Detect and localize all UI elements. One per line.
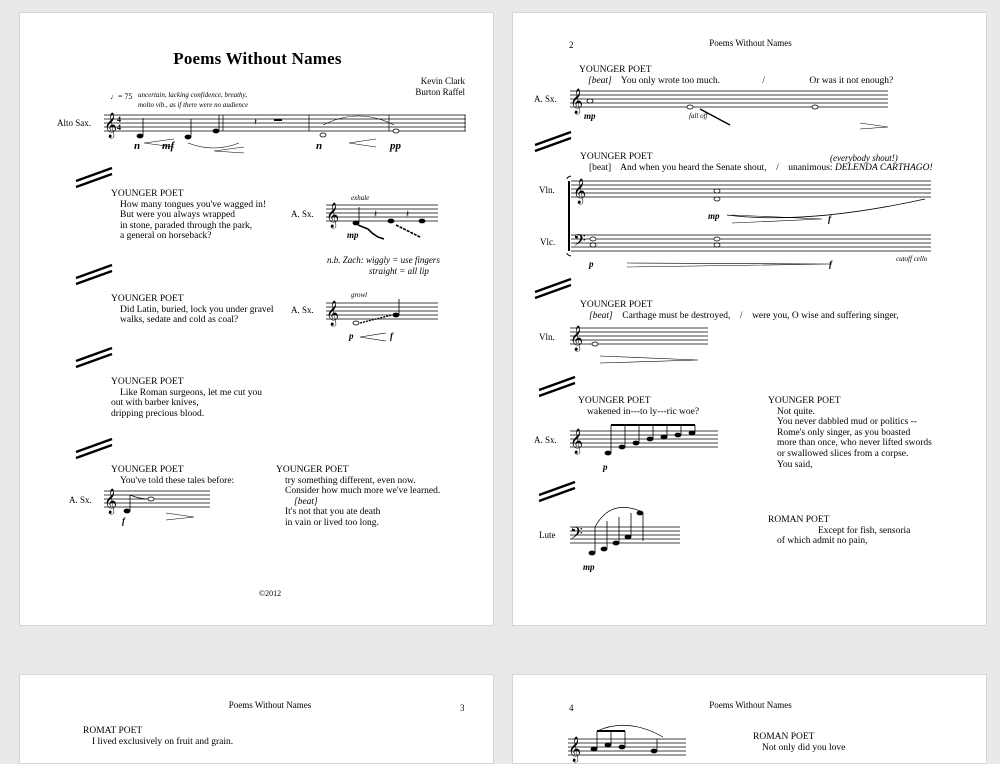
stanza-line: How many tongues you've wagged in! bbox=[120, 199, 267, 210]
instrument-label-a-sx-2: A. Sx. bbox=[291, 305, 314, 315]
tempo-marking bbox=[110, 92, 133, 101]
speaker-label: YOUNGER POET bbox=[768, 396, 841, 406]
svg-text:𝄞: 𝄞 bbox=[326, 301, 340, 326]
stanza-line: more than once, who never lifted swords bbox=[777, 438, 932, 449]
beat-direction: [beat] bbox=[588, 75, 612, 86]
performance-note-1: n.b. Zach: wiggly = use fingers bbox=[327, 255, 440, 265]
running-header: Poems Without Names bbox=[709, 700, 792, 710]
stanza-line bbox=[580, 311, 899, 322]
dynamic-n-2: n bbox=[316, 140, 323, 152]
staff-p2-a-sx bbox=[570, 89, 890, 133]
everybody-shout: (everybody shout!) bbox=[830, 153, 898, 163]
speaker-label: ROMAN POET bbox=[768, 515, 830, 525]
p2-stanza-1 bbox=[579, 65, 893, 86]
staff-p2-vln bbox=[570, 326, 710, 366]
section-divider-1 bbox=[535, 132, 575, 152]
expression-line-2: molto vib., as if there were no audience bbox=[138, 101, 249, 109]
score-page-2 bbox=[512, 12, 987, 626]
dynamic-f-2: f bbox=[122, 516, 125, 526]
dynamic-mp: mp bbox=[347, 230, 359, 240]
stanza-5 bbox=[276, 465, 440, 529]
speaker-label: YOUNGER POET bbox=[578, 396, 651, 406]
lyric-text: wakened in---to ly---ric woe? bbox=[587, 406, 700, 417]
speaker-label: ROMAT POET bbox=[83, 726, 143, 736]
stanza-line: a general on horseback? bbox=[120, 231, 212, 242]
stanza-line: in stone, paraded through the park, bbox=[120, 220, 253, 231]
svg-text:𝄞: 𝄞 bbox=[573, 179, 587, 204]
cutoff-cello: cutoff cello bbox=[896, 255, 928, 263]
phrase-slash: / bbox=[739, 310, 743, 321]
score-page-1 bbox=[19, 12, 494, 626]
dynamic-f-vlc: f bbox=[829, 259, 832, 269]
section-divider-3 bbox=[76, 348, 116, 368]
lyric-text: And when you heard the Senate shout, bbox=[620, 162, 767, 173]
section-divider-2 bbox=[76, 265, 116, 285]
lyric-text: Carthage must be destroyed, bbox=[622, 310, 731, 321]
expression-line-1: uncertain, lacking confidence, breathy, bbox=[138, 91, 247, 99]
dynamic-p-vlc: p bbox=[589, 259, 594, 269]
phrase-slash: / bbox=[776, 162, 779, 173]
lyric-text: Or was it not enough? bbox=[809, 75, 894, 86]
stanza-line: Except for fish, sensoria bbox=[818, 525, 911, 536]
speaker-label: YOUNGER POET bbox=[276, 465, 349, 475]
stanza-line: out with barber knives, bbox=[111, 398, 199, 409]
phrase-slash: / bbox=[762, 75, 765, 86]
stanza-line: walks, sedate and cold as coal? bbox=[120, 315, 239, 326]
tempo-value: = 75 bbox=[118, 92, 133, 101]
svg-text:𝄞: 𝄞 bbox=[570, 429, 584, 454]
dynamic-p-sax: p bbox=[603, 462, 608, 472]
instrument-label-lute: Lute bbox=[539, 530, 556, 540]
stanza-line: Not quite. bbox=[777, 406, 815, 417]
section-divider-3 bbox=[539, 377, 579, 397]
svg-text:𝄽: 𝄽 bbox=[254, 117, 258, 128]
stanza-line: try something different, even now. bbox=[285, 475, 416, 486]
fall-off-marking: fall off bbox=[689, 112, 708, 120]
svg-text:4: 4 bbox=[117, 123, 121, 132]
svg-text:𝄞: 𝄞 bbox=[570, 326, 584, 351]
stanza-line bbox=[579, 76, 893, 87]
page-number: 2 bbox=[569, 40, 574, 50]
page-title: Poems Without Names bbox=[173, 49, 342, 68]
speaker-label: YOUNGER POET bbox=[580, 152, 653, 162]
lyric-text: You only wrote too much. bbox=[620, 75, 720, 86]
staff-p2-strings bbox=[567, 179, 933, 269]
dynamic-f: f bbox=[390, 331, 393, 341]
speaker-label: YOUNGER POET bbox=[579, 65, 652, 75]
speaker-label: YOUNGER POET bbox=[111, 465, 184, 475]
svg-text:𝄞: 𝄞 bbox=[104, 113, 118, 138]
dynamic-mp-lute: mp bbox=[583, 562, 595, 572]
svg-text:𝄢: 𝄢 bbox=[570, 523, 583, 547]
beat-direction: [beat] bbox=[294, 496, 318, 507]
p2-stanza-4 bbox=[578, 396, 699, 417]
stanza-line: Rome's only singer, as you boasted bbox=[777, 427, 911, 438]
section-divider-1 bbox=[76, 168, 116, 188]
dynamic-f-vln: f bbox=[828, 214, 831, 224]
svg-text:𝄞: 𝄞 bbox=[570, 89, 584, 114]
beat-direction: [beat] bbox=[589, 162, 612, 173]
copyright: ©2012 bbox=[259, 589, 282, 598]
p2-stanza-6 bbox=[768, 515, 910, 547]
composer-credit: Kevin Clark bbox=[420, 76, 465, 86]
svg-text:𝄽: 𝄽 bbox=[406, 209, 410, 220]
dynamic-pp: pp bbox=[390, 140, 401, 152]
stanza-line: Consider how much more we've learned. bbox=[285, 486, 441, 497]
stanza-3 bbox=[111, 377, 262, 419]
page-number: 3 bbox=[460, 703, 465, 713]
instrument-label-alto-sax: Alto Sax. bbox=[57, 118, 92, 128]
svg-text:𝄞: 𝄞 bbox=[104, 489, 118, 514]
instrument-label-a-sx: A. Sx. bbox=[534, 94, 557, 104]
stanza-line bbox=[580, 163, 933, 174]
dynamic-mp-vln: mp bbox=[708, 211, 720, 221]
stanza-line: dripping precious blood. bbox=[111, 408, 205, 419]
stanza-2 bbox=[111, 294, 274, 326]
p2-stanza-3 bbox=[580, 300, 899, 321]
staff-alto-sax-1 bbox=[104, 113, 466, 163]
svg-text:𝄽: 𝄽 bbox=[374, 209, 378, 220]
speaker-label: YOUNGER POET bbox=[111, 377, 184, 387]
growl-marking: growl bbox=[351, 291, 368, 299]
instrument-label-vln: Vln. bbox=[539, 185, 555, 195]
running-header: Poems Without Names bbox=[709, 38, 792, 48]
p2-stanza-5 bbox=[768, 396, 932, 470]
dynamic-n-1: n bbox=[134, 140, 141, 152]
stanza-line: It's not that you ate death bbox=[285, 507, 381, 518]
instrument-label-a-sx-1: A. Sx. bbox=[291, 209, 314, 219]
dynamic-mp: mp bbox=[584, 111, 596, 121]
speaker-label: YOUNGER POET bbox=[580, 300, 653, 310]
section-divider-4 bbox=[539, 482, 579, 502]
crescendo-hairpin bbox=[360, 332, 388, 342]
svg-text:𝄞: 𝄞 bbox=[568, 737, 582, 762]
p3-stanza-1 bbox=[83, 726, 233, 747]
lyric-text: unanimous: bbox=[788, 162, 833, 173]
svg-text:𝄢: 𝄢 bbox=[573, 230, 586, 254]
stanza-line: Like Roman surgeons, let me cut you bbox=[120, 387, 263, 398]
stanza-1 bbox=[111, 189, 266, 242]
stanza-line: Did Latin, buried, lock you under gravel bbox=[120, 304, 274, 315]
speaker-label: YOUNGER POET bbox=[111, 189, 184, 199]
svg-text:𝄞: 𝄞 bbox=[326, 203, 340, 228]
beat-direction: [beat] bbox=[589, 310, 613, 321]
running-header: Poems Without Names bbox=[228, 700, 312, 710]
stanza-line: You said, bbox=[777, 459, 813, 470]
dynamic-mf: mf bbox=[162, 140, 175, 152]
svg-text:4: 4 bbox=[117, 115, 121, 124]
stanza-line: or swallowed slices from a corpse. bbox=[777, 448, 909, 459]
instrument-label-a-sx-2: A. Sx. bbox=[534, 435, 557, 445]
performance-note-2: straight = all lip bbox=[369, 266, 429, 276]
lyric-text: were you, O wise and suffering singer, bbox=[752, 310, 899, 321]
staff-a-sx-exhale bbox=[326, 203, 438, 243]
staff-a-sx-final bbox=[104, 489, 210, 529]
dynamic-p: p bbox=[349, 331, 354, 341]
stanza-line: You've told these tales before: bbox=[120, 475, 235, 486]
speaker-label: YOUNGER POET bbox=[111, 294, 184, 304]
instrument-label-a-sx-3: A. Sx. bbox=[69, 495, 92, 505]
stanza-line: I lived exclusively on fruit and grain. bbox=[92, 736, 234, 747]
stanza-line: Not only did you love bbox=[762, 742, 846, 753]
p4-stanza-1 bbox=[753, 732, 845, 753]
section-divider-2 bbox=[535, 279, 575, 299]
quarter-note-icon: ♩ bbox=[110, 92, 118, 101]
stanza-line: But were you always wrapped bbox=[120, 210, 236, 221]
page-number: 4 bbox=[569, 703, 574, 713]
speaker-label: ROMAN POET bbox=[753, 732, 815, 742]
instrument-label-vln-2: Vln. bbox=[539, 332, 555, 342]
shout-text: DELENDA CARTHAGO! bbox=[834, 162, 933, 173]
staff-p2-lute bbox=[570, 507, 682, 563]
stanza-line: in vain or lived too long. bbox=[285, 517, 379, 528]
section-divider-4 bbox=[76, 439, 116, 459]
poet-credit: Burton Raffel bbox=[415, 87, 465, 97]
stanza-line: of which admit no pain, bbox=[777, 536, 868, 547]
exhale-marking: exhale bbox=[351, 194, 370, 202]
stanza-line: You never dabbled mud or politics -- bbox=[777, 417, 917, 428]
stanza-4 bbox=[111, 465, 234, 486]
staff-p2-a-sx-2 bbox=[570, 429, 720, 469]
instrument-label-vlc: Vlc. bbox=[540, 237, 556, 247]
